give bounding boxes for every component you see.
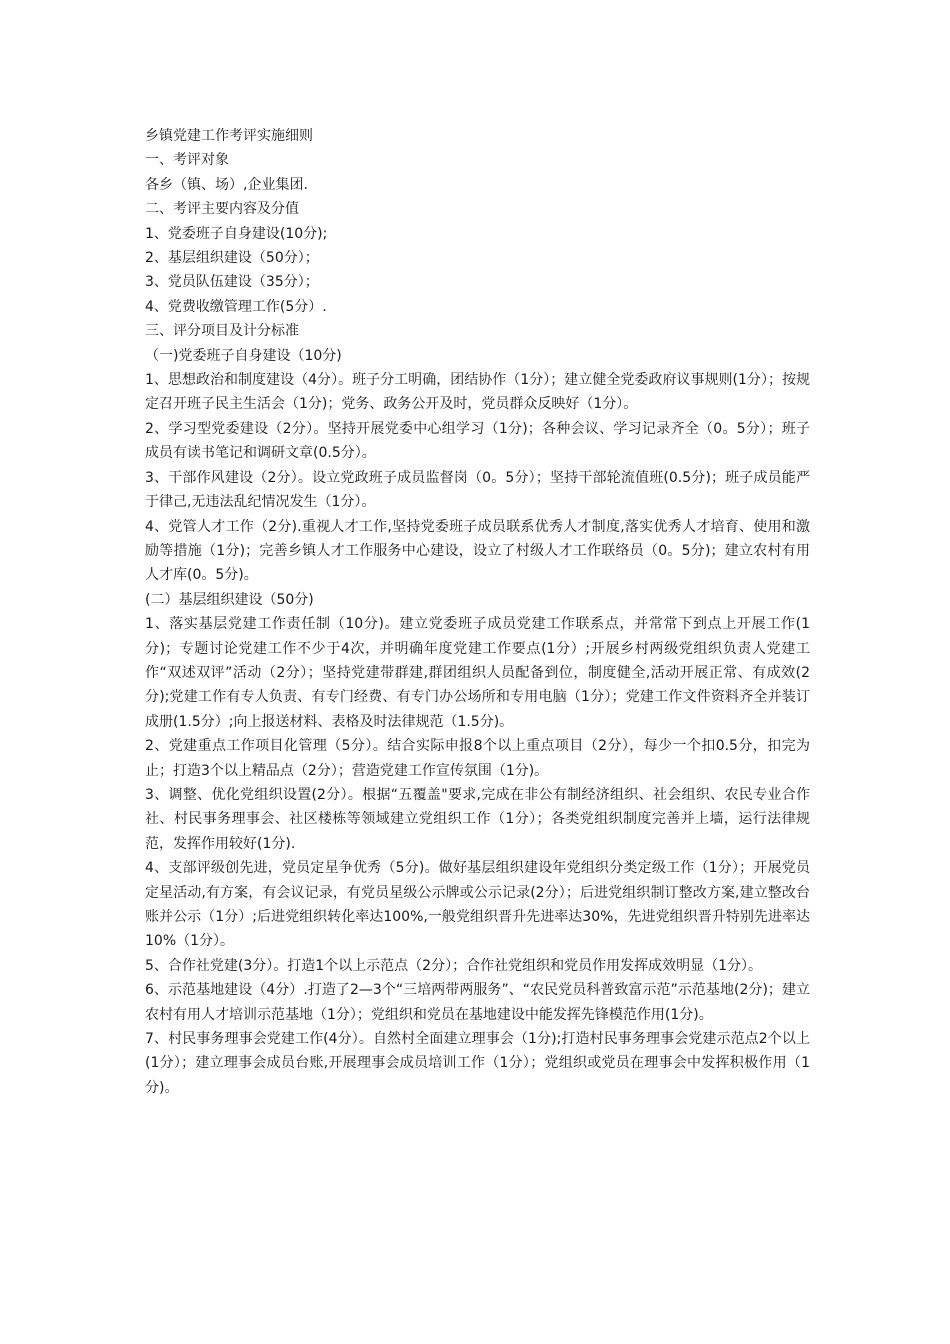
paragraph: 1、落实基层党建工作责任制（10分)。建立党委班子成员党建工作联系点，并常常下到点上开展工作(1分)；专题讨论党建工作不少于4次，并明确年度党建工作要点(1分）;开展乡村两级党组织负责人党建工作“双述双评”活动（2分）；坚持党建带群建,群团组织人员配备到位，制度健全,活动开展正常、有成效(2分);党建工作有专人负责、有专门经费、有专门办公场所和专用电脑（1分）；党建工作文件资料齐全并装订成册(1.5分）;向上报送材料、表格及时法律规范（1.5分)。 [145, 616, 810, 730]
section-heading-1: 一、考评对象 [145, 152, 229, 169]
paragraph: 2、学习型党委建设（2分）。坚持开展党委中心组学习（1分)；各种会议、学习记录齐全（0。5分）；班子成员有读书笔记和调研文章(0.5分）。 [145, 420, 810, 462]
paragraph: 7、村民事务理事会党建工作(4分）。自然村全面建立理事会（1分);打造村民事务理事会党建示范点2个以上(1分）；建立理事会成员台账,开展理事会成员培训工作（1分）；党组织或党员在理事会中发挥积极作用（1分)。 [145, 1031, 810, 1096]
paragraph: 5、合作社党建(3分）。打造1个以上示范点（2分）；合作社党组织和党员作用发挥成效明显（1分）。 [145, 957, 762, 974]
list-item: 1、党委班子自身建设(10分); [145, 225, 328, 242]
subsection-heading: （一)党委班子自身建设（10分) [145, 347, 342, 364]
list-item: 4、党费收缴管理工作(5分）. [145, 298, 327, 315]
document-title: 乡镇党建工作考评实施细则 [145, 128, 313, 144]
section-heading-2: 二、考评主要内容及分值 [145, 201, 299, 218]
subsection-heading: (二）基层组织建设（50分) [145, 591, 314, 608]
list-item: 3、党员队伍建设（35分）； [145, 274, 319, 291]
paragraph: 4、党管人才工作（2分).重视人才工作,坚持党委班子成员联系优秀人才制度,落实优秀人才培育、使用和激励等措施（1分)；完善乡镇人才工作服务中心建设，设立了村级人才工作联络员（0。5分)；建立农村有用人才库(0。5分)。 [145, 518, 810, 584]
document-body [145, 124, 810, 1100]
paragraph: 6、示范基地建设（4分）.打造了2—3个“三培两带两服务”、“农民党员科普致富示范”示范基地(2分)；建立农村有用人才培训示范基地（1分）；党组织和党员在基地建设中能发挥先锋模范作用(1分)。 [145, 982, 810, 1023]
section-heading-3: 三、评分项目及计分标准 [145, 323, 299, 340]
paragraph: 3、干部作风建设（2分）。设立党政班子成员监督岗（0。5分）；坚持干部轮流值班(0.5分)；班子成员能严于律己,无违法乱纪情况发生（1分）。 [145, 469, 810, 511]
paragraph: 2、党建重点工作项目化管理（5分）。结合实际申报8个以上重点项目（2分），每少一个扣0.5分，扣完为止；打造3个以上精品点（2分）；营造党建工作宣传氛围（1分)。 [145, 738, 810, 779]
paragraph: 3、调整、优化党组织设置(2分）。根据“五覆盖"要求,完成在非公有制经济组织、社会组织、农民专业合作社、村民事务理事会、社区楼栋等领域建立党组织工作（1分）；各类党组织制度完善并上墙，运行法律规范，发挥作用较好(1分). [145, 786, 810, 852]
list-item: 2、基层组织建设（50分）； [145, 250, 319, 267]
paragraph: 1、思想政治和制度建设（4分）。班子分工明确，团结协作（1分）；建立健全党委政府议事规则(1分）；按规定召开班子民主生活会（1分)；党务、政务公开及时，党员群众反映好（1分）。 [145, 372, 810, 413]
paragraph: 各乡（镇、场）,企业集团. [145, 176, 308, 193]
paragraph: 4、支部评级创先进，党员定星争优秀（5分)。做好基层组织建设年党组织分类定级工作（1分）；开展党员定星活动,有方案，有会议记录，有党员星级公示牌或公示记录(2分）；后进党组织制订整改方案,建立整改台账并公示（1分）;后进党组织转化率达100%,一般党组织晋升先进率达30%，先进党组织晋升特别先进率达10%（1分）。 [145, 860, 810, 950]
